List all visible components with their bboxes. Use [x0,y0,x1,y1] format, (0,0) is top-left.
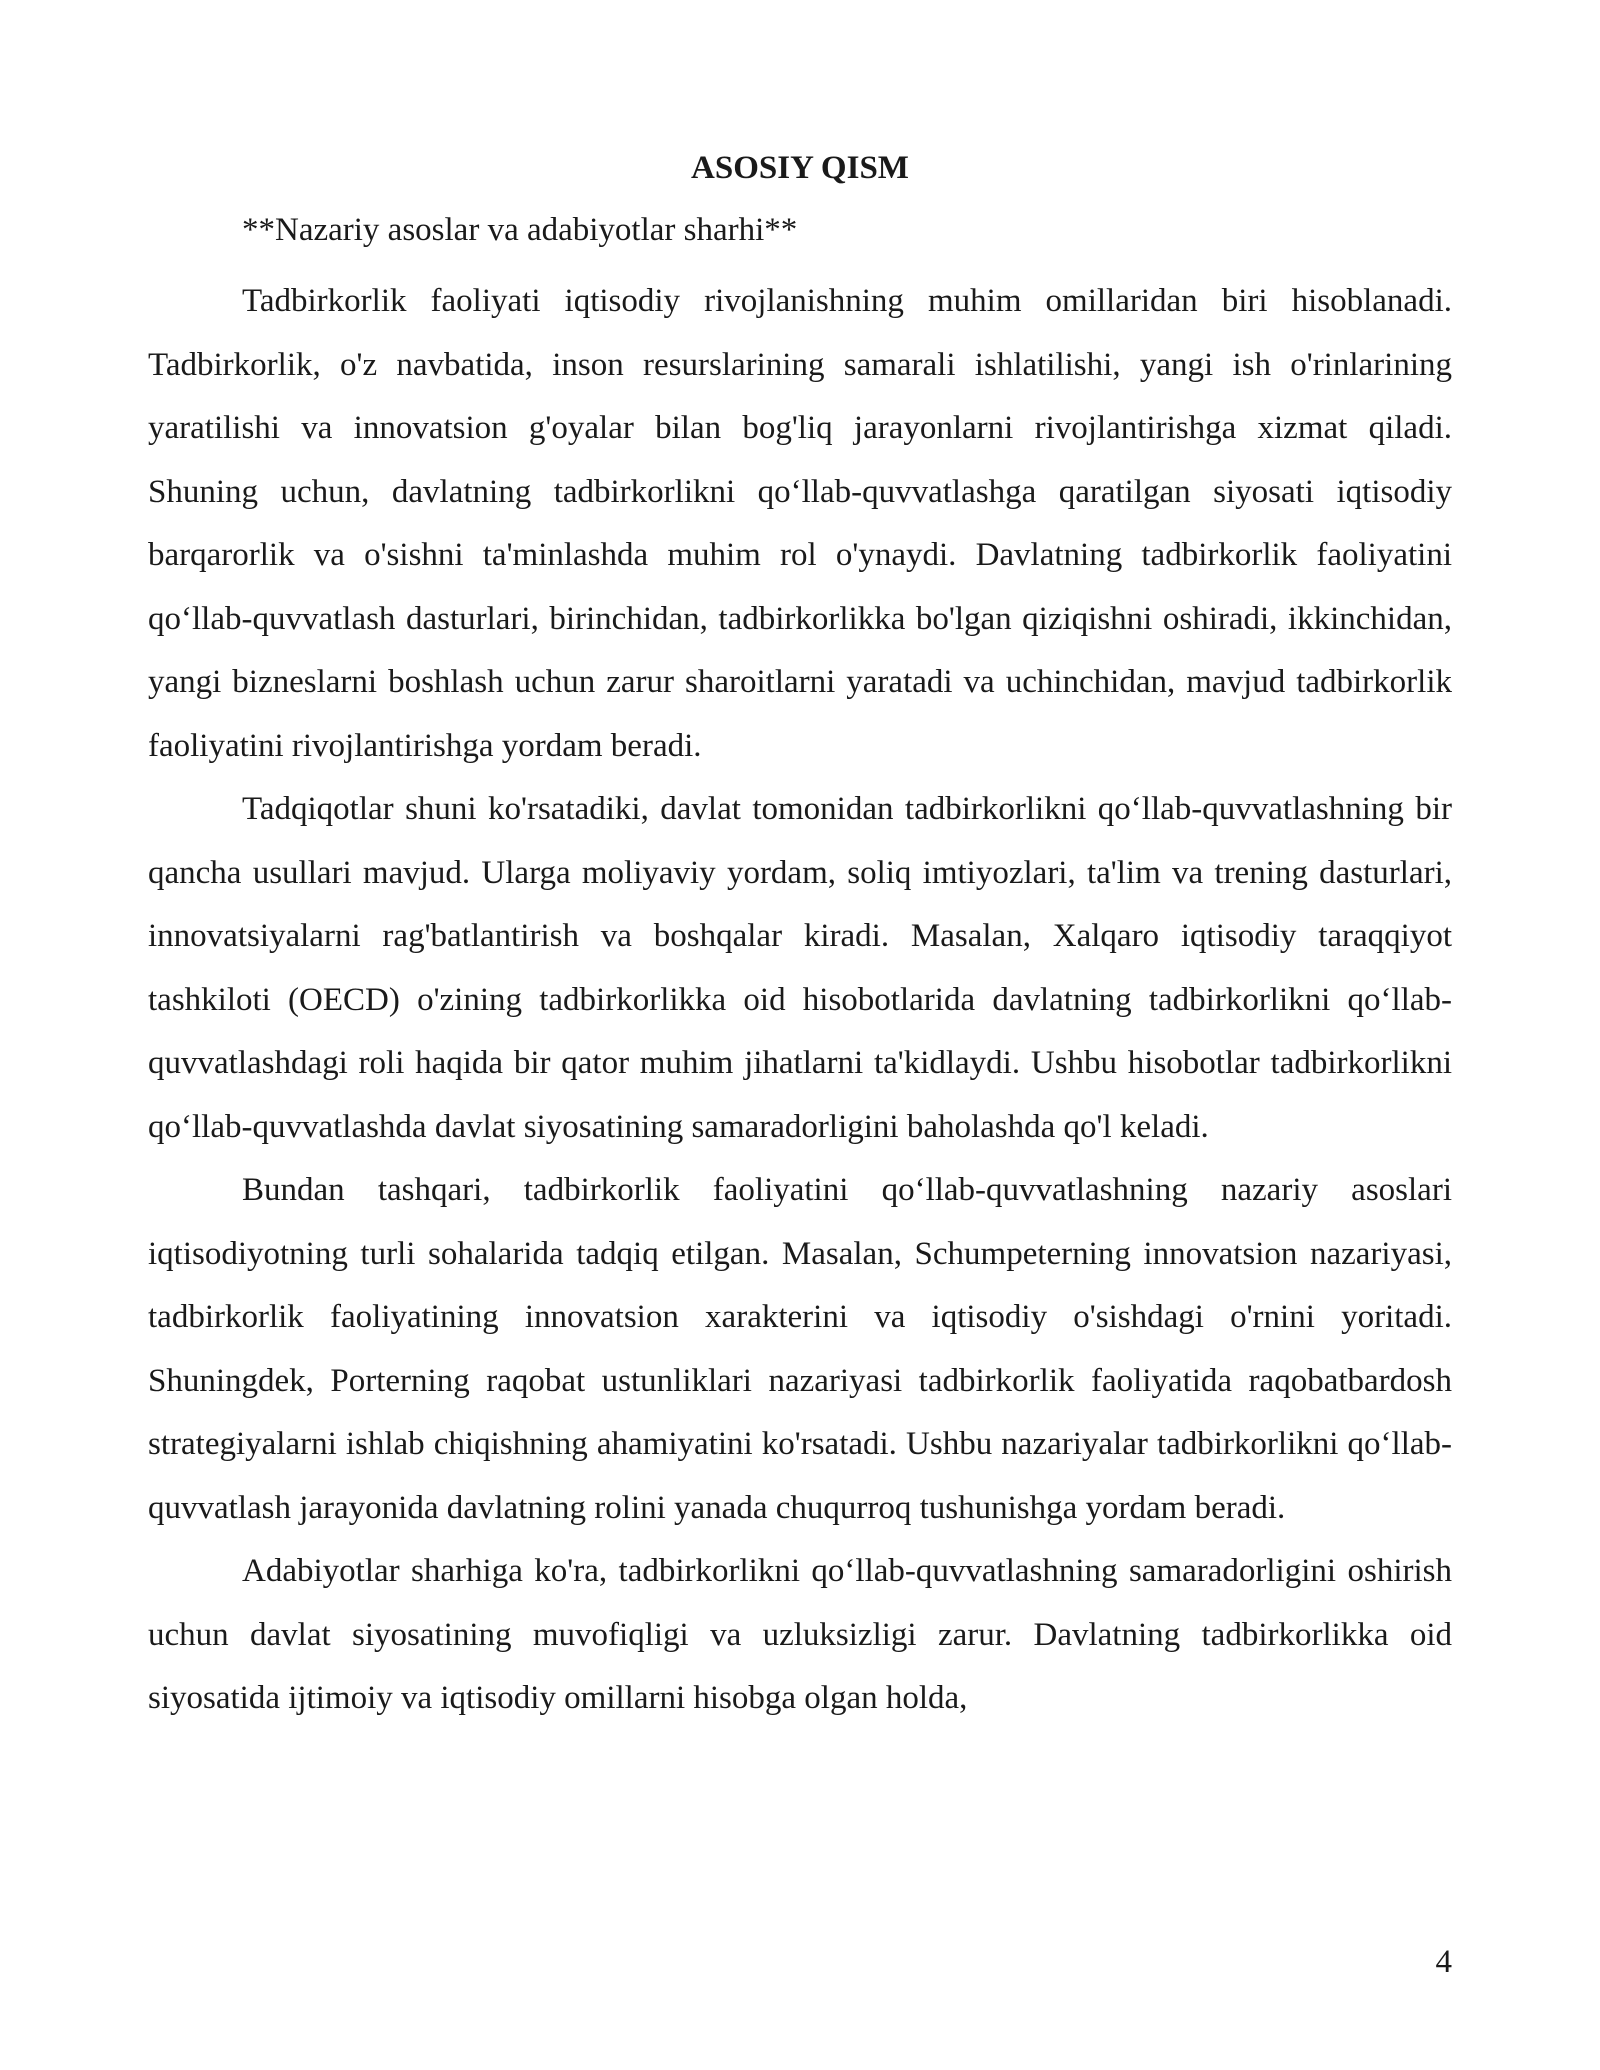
paragraph-2: Tadqiqotlar shuni ko'rsatadiki, davlat tomonidan tadbirkorlikni qo‘llab-quvvatlashning bir qancha usullari mavjud. Ularga moliyaviy yordam, soliq imtiyozlari, ta'lim va trening dasturlari, innovatsiyalarni rag'batlantirish va boshqalar kiradi. Masalan, Xalqaro iqtisodiy taraqqiyot tashkiloti (OECD) o'zining tadbirkorlikka oid hisobotlarida davlatning tadbirkorlikni qo‘llab-quvvatlashdagi roli haqida bir qator muhim jihatlarni ta'kidlaydi. Ushbu hisobotlar tadbirkorlikni qo‘llab-quvvatlashda davlat siyosatining samaradorligini baholashda qo'l keladi. [148,791,1452,1145]
section-subheading: **Nazariy asoslar va adabiyotlar sharhi** [242,212,798,248]
paragraph-1: Tadbirkorlik faoliyati iqtisodiy rivojlanishning muhim omillaridan biri hisoblanadi. Tadbirkorlik, o'z navbatida, inson resurslarining samarali ishlatilishi, yangi ish o'rinlarining yaratilishi va innovatsion g'oyalar bilan bog'liq jarayonlarni rivojlantirishga xizmat qiladi. Shuning uchun, davlatning tadbirkorlikni qo‘llab-quvvatlashga qaratilgan siyosati iqtisodiy barqarorlik va o'sishni ta'minlashda muhim rol o'ynaydi. Davlatning tadbirkorlik faoliyatini qo‘llab-quvvatlash dasturlari, birinchidan, tadbirkorlikka bo'lgan qiziqishni oshiradi, ikkinchidan, yangi bizneslarni boshlash uchun zarur sharoitlarni yaratadi va uchinchidan, mavjud tadbirkorlik faoliyatini rivojlantirishga yordam beradi. [148,283,1452,764]
page-number: 4 [1435,1944,1452,1980]
paragraph-3: Bundan tashqari, tadbirkorlik faoliyatini qo‘llab-quvvatlashning nazariy asoslari iqtisodiyotning turli sohalarida tadqiq etilgan. Masalan, Schumpeterning innovatsion nazariyasi, tadbirkorlik faoliyatining innovatsion xarakterini va iqtisodiy o'sishdagi o'rnini yoritadi. Shuningdek, Porterning raqobat ustunliklari nazariyasi tadbirkorlik faoliyatida raqobatbardosh strategiyalarni ishlab chiqishning ahamiyatini ko'rsatadi. Ushbu nazariyalar tadbirkorlikni qo‘llab-quvvatlash jarayonida davlatning rolini yanada chuqurroq tushunishga yordam beradi. [148,1172,1452,1526]
paragraph-4: Adabiyotlar sharhiga ko'ra, tadbirkorlikni qo‘llab-quvvatlashning samaradorligini oshirish uchun davlat siyosatining muvofiqligi va uzluksizligi zarur. Davlatning tadbirkorlikka oid siyosatida ijtimoiy va iqtisodiy omillarni hisobga olgan holda, [148,1553,1452,1716]
page-content [148,146,1452,1731]
section-heading: ASOSIY QISM [691,150,909,186]
